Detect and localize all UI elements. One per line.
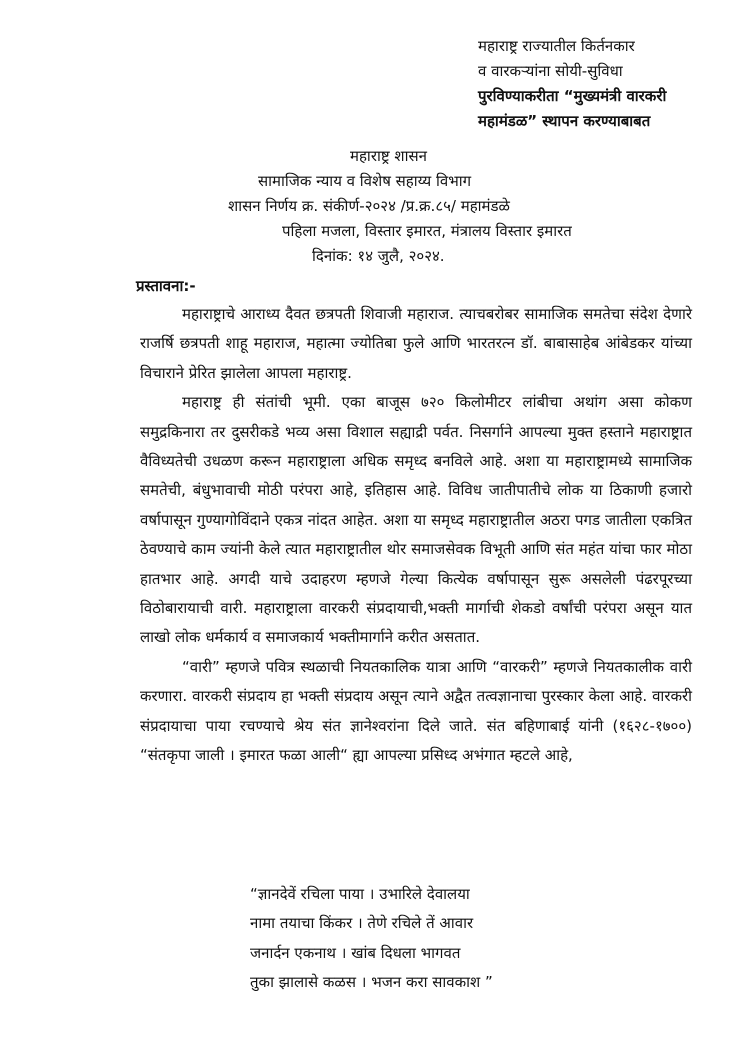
document-date: दिनांक: १४ जुलै, २०२४.: [312, 247, 445, 265]
preamble-heading: प्रस्तावना:-: [136, 277, 196, 295]
subject-line: व वारकऱ्यांना सोयी-सुविधा: [478, 62, 623, 80]
government-name: महाराष्ट्र शासन: [350, 147, 427, 165]
verse-line: नामा तयाचा किंकर । तेणे रचिले तें आवार: [250, 914, 474, 933]
department-name: सामाजिक न्याय व विशेष सहाय्य विभाग: [258, 172, 472, 190]
paragraph: महाराष्ट्र ही संतांची भूमी. एका बाजूस ७२० किलोमीटर लांबीचा अथांग असा कोकण समुद्रकिनारा तर दुसरीकडे भव्य असा विशाल सह्याद्री पर्वत. निसर्गाने आपल्या मुक्त हस्ताने महाराष्ट्रात वैविध्यतेची उधळण करून महाराष्ट्राला अधिक समृध्द बनविले आहे. अशा या महाराष्ट्रामध्ये सामाजिक समतेची, बंधुभावाची मोठी परंपरा आहे, इतिहास आहे. विविध जातीपातीचे लोक या ठिकाणी हजारो वर्षापासून गुण्यागोविंदाने एकत्र नांदत आहेत. अशा या समृध्द महाराष्ट्रातील अठरा पगड जातीला एकत्रित ठेवण्याचे काम ज्यांनी केले त्यात महाराष्ट्रातील थोर समाजसेवक विभूती आणि संत महंत यांचा फार मोठा हातभार आहे. अगदी याचे उदाहरण म्हणजे गेल्या कित्येक वर्षापासून सुरू असलेली पंढरपूरच्या विठोबारायाची वारी. महाराष्ट्राला वारकरी संप्रदायाची,भक्ती मार्गाची शेकडो वर्षांची परंपरा असून यात लाखो लोक धर्मकार्य व समाजकार्य भक्तीमार्गाने करीत असतात.: [140, 393, 692, 647]
verse-line: तुका झालासे कळस । भजन करा सावकाश ”: [250, 973, 493, 992]
subject-line: महामंडळ” स्थापन करण्याबाबत: [478, 112, 651, 130]
subject-line: पुरविण्याकरीता “मुख्यमंत्री वारकरी: [478, 87, 667, 105]
verse-line: “ज्ञानदेवें रचिला पाया । उभारिले देवालया: [250, 885, 470, 903]
subject-block: [478, 34, 738, 134]
preamble-body: [140, 300, 692, 771]
subject-line: महाराष्ट्र राज्यातील किर्तनकार: [478, 37, 635, 55]
verse-line: जनार्दन एकनाथ । खांब दिधला भागवत: [250, 943, 461, 962]
abhang-verse: [250, 880, 570, 998]
paragraph: “वारी” म्हणजे पवित्र स्थळाची नियतकालिक यात्रा आणि “वारकरी” म्हणजे नियतकालीक वारी करणारा. वारकरी संप्रदाय हा भक्ती संप्रदाय असून त्याने अद्वैत तत्वज्ञानाचा पुरस्कार केला आहे. वारकरी संप्रदायाचा पाया रचण्याचे श्रेय संत ज्ञानेश्वरांना दिले जाते. संत बहिणाबाई यांनी (१६२८-१७००) “संतकृपा जाली । इमारत फळा आली“ ह्या आपल्या प्रसिध्द अभंगात म्हटले आहे,: [140, 657, 692, 765]
gr-number: शासन निर्णय क्र. संकीर्ण-२०२४ /प्र.क्र.८५/ महामंडळे: [228, 197, 510, 215]
office-address: पहिला मजला, विस्तार इमारत, मंत्रालय विस्तार इमारत: [282, 222, 572, 240]
paragraph: महाराष्ट्राचे आराध्य दैवत छत्रपती शिवाजी महाराज. त्याचबरोबर सामाजिक समतेचा संदेश देणारे राजर्षि छत्रपती शाहू महाराज, महात्मा ज्योतिबा फुले आणि भारतरत्न डॉ. बाबासाहेब आंबेडकर यांच्या विचाराने प्रेरित झालेला आपला महाराष्ट्र.: [140, 305, 692, 382]
